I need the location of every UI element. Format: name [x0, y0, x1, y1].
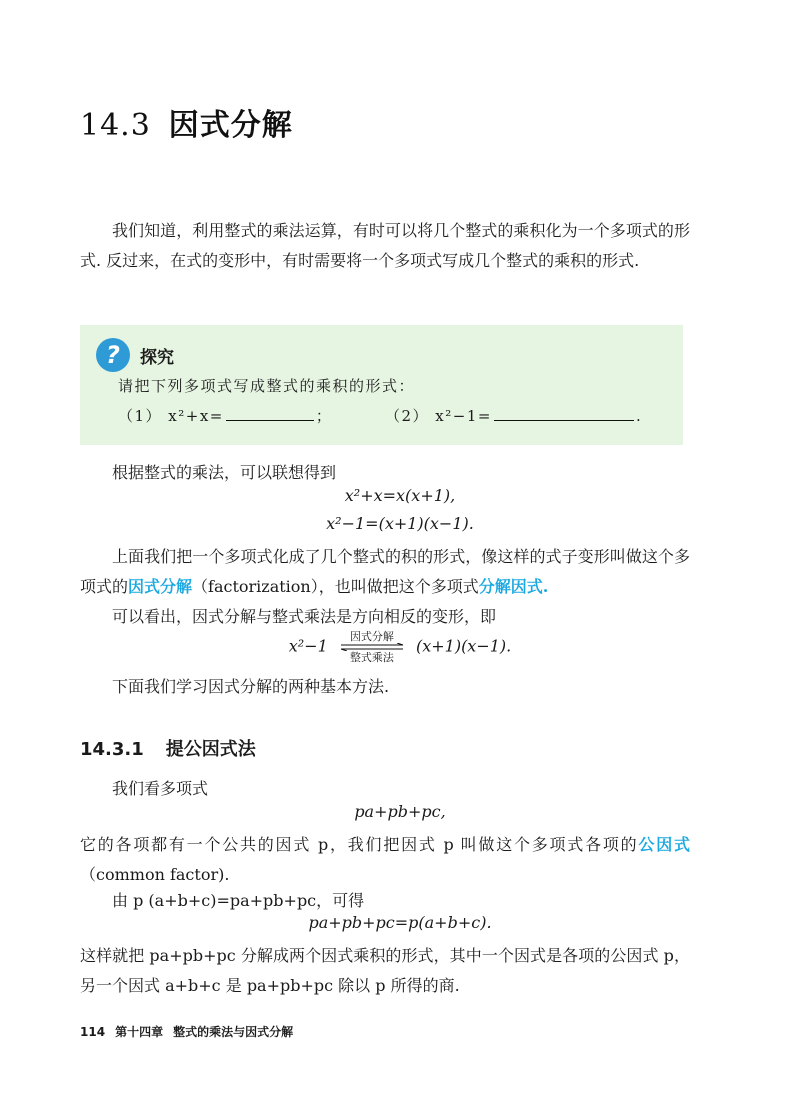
equation-3-right: (x+1)(x−1).: [415, 636, 512, 656]
question-1-end: ；: [315, 407, 333, 425]
double-arrow-icon: [339, 643, 405, 651]
chapter-title: 整式的乘法与因式分解: [173, 1025, 294, 1039]
explore-instruction: 请把下列多项式写成整式的乘积的形式：: [118, 377, 416, 395]
answer-blank-1[interactable]: [226, 419, 314, 421]
chapter-label: 第十四章: [115, 1025, 164, 1039]
term-factorization: 因式分解: [128, 577, 193, 596]
intro-paragraph: 我们知道，利用整式的乘法运算，有时可以将几个整式的乘积化为一个多项式的形式. 反过来，在式的变形中，有时需要将一个多项式写成几个整式的乘积的形式.: [80, 221, 690, 270]
paragraph-4: 可以看出，因式分解与整式乘法是方向相反的变形，即: [112, 607, 497, 626]
paragraph-7: [80, 830, 690, 890]
paragraph-6: 我们看多项式: [112, 779, 209, 798]
paragraph-3-middle: （factorization），也叫做把这个多项式: [192, 577, 479, 596]
page-footer: [80, 1023, 303, 1040]
paragraph-9: 这样就把 pa+pb+pc 分解成两个因式乘积的形式，其中一个因式是各项的公因式 p，另一个因式 a+b+c 是 pa+pb+pc 除以 p 所得的商.: [80, 946, 690, 995]
section-name: 因式分解: [168, 108, 293, 143]
subsection-name: 提公因式法: [165, 739, 256, 760]
paragraph-7-after: （common factor).: [80, 865, 230, 884]
equation-4: pa+pb+pc,: [354, 802, 446, 821]
question-2-text: （2） x²−1=: [385, 407, 492, 425]
equation-3: [0, 630, 800, 664]
question-1: [118, 405, 332, 426]
question-1-text: （1） x²+x=: [118, 407, 224, 425]
subsection-number: 14.3.1: [80, 739, 144, 760]
paragraph-2: 根据整式的乘法，可以联想得到: [112, 463, 337, 482]
paragraph-5: 下面我们学习因式分解的两种基本方法.: [112, 677, 390, 696]
arrow-bottom-label: 整式乘法: [349, 651, 394, 664]
answer-blank-2[interactable]: [494, 419, 634, 421]
question-2-end: .: [635, 407, 643, 425]
page-number: 114: [80, 1025, 106, 1039]
term-common-factor: 公因式: [638, 835, 690, 854]
explore-label: 探究: [140, 348, 174, 368]
equation-3-left: x²−1: [288, 636, 328, 656]
equation-2: x²−1=(x+1)(x−1).: [326, 514, 474, 533]
paragraph-3-text: 上面我们把一个多项式化成了几个整式的积的形式，像这样的式子变形叫做这个多项式的: [80, 547, 690, 596]
question-2: [385, 405, 642, 426]
paragraph-3: [80, 542, 690, 602]
term-factor: 分解因式.: [478, 577, 549, 596]
section-title: [80, 100, 293, 144]
paragraph-7-text: 它的各项都有一个公共的因式 p，我们把因式 p 叫做这个多项式各项的: [80, 835, 639, 854]
two-way-arrow: [339, 630, 405, 664]
arrow-top-label: 因式分解: [349, 630, 394, 643]
explore-icon: ?: [96, 338, 130, 372]
section-number: 14.3: [80, 108, 151, 143]
subsection-title: [80, 735, 256, 761]
equation-5: pa+pb+pc=p(a+b+c).: [308, 913, 492, 932]
equation-1: x²+x=x(x+1),: [344, 486, 456, 505]
paragraph-8: 由 p (a+b+c)=pa+pb+pc，可得: [112, 891, 365, 910]
